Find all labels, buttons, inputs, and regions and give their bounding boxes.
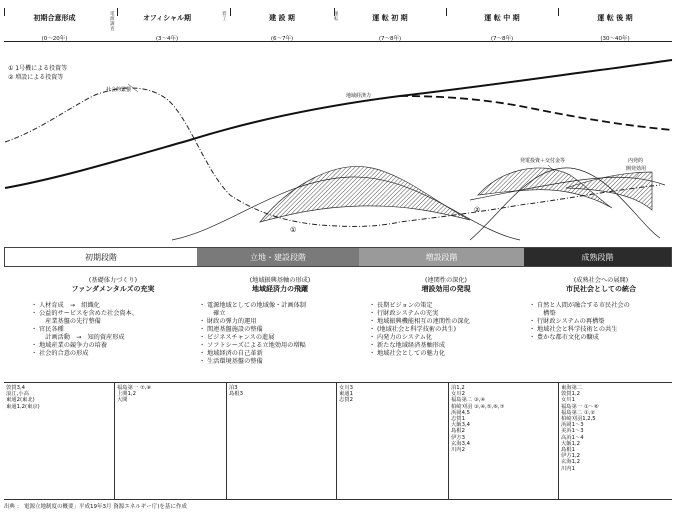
phase-2 [117,8,217,42]
stage-expansion: 増設段階 [359,248,524,266]
stage-mature: 成熟段階 [524,248,671,266]
table-entry: 川内2 [451,447,465,454]
table-entry: 玄海1,2 [561,459,581,466]
column-construction [200,277,360,366]
legend-item-2: ② 増設による投資等 [8,74,64,81]
list-item: ・ 行財政システムの再構築 [530,318,672,326]
table-entry: 柏崎刈羽 ③,④,⑤,⑥,⑦ [451,403,505,410]
phase-years: (30〜40年) [600,36,630,42]
table-entry: 女川1 [561,397,575,404]
table-cell [226,383,336,499]
list-item: ・ 地域産業の競争力の培養 [32,342,194,350]
table-entry: 柏崎刈羽1,2,5 [561,416,596,423]
source-note: 出典 ： 電源立地制度の概要」平成19年3月 資源エネルギー庁)を基に作成 [4,504,187,510]
table-entry: 東通1,2(東京) [6,403,40,410]
phase-name: 運 転 初 期 [372,14,408,22]
small-label: 運転 [334,12,339,22]
table-entry: 川内1 [561,465,575,472]
table-entry: 大間 [117,397,128,404]
list-item: ・ 電源地域としての地域像・計画体制 確立 [200,302,360,318]
column-expansion [370,277,522,358]
table-entry: 福島第二 ③,④ [451,397,486,404]
table-entry: 高浜1〜4 [561,434,584,441]
table-entry: 東通2(東北) [6,397,35,404]
column-initial [32,277,194,358]
label-endogenous: 内発的 [628,158,644,164]
table-entry: 敦賀3,4 [6,385,26,391]
phase-baseline [4,41,672,42]
label-social-tension: 社会的緊張 [106,87,132,93]
column-title: 地域経済力の飛躍 [252,285,308,293]
phase-name: 建 設 期 [269,14,295,22]
table-entry: 島根3 [229,391,243,398]
list-item: ・ 地域社会と科学技術との共生 [530,326,672,334]
hatch-area-1 [260,167,470,222]
plant-table [4,382,672,500]
table-entry: 玄海3,4 [451,440,471,447]
phase-name: 初期合意形成 [33,14,76,22]
column-title: 増設効用の発現 [421,285,471,293]
list-item: ・ 新たな地域経済基軸形成 [370,342,522,350]
concept-diagram [0,55,676,245]
table-entry: 伊方3 [451,434,465,441]
stage-construction: 立地・建設段階 [197,248,359,266]
marker-1: ① [290,226,297,234]
table-cell [114,383,226,499]
table-entry: 女川2 [451,391,465,398]
table-entry: 福島第二 ①,② [561,409,596,416]
table-entry: 泊1,2 [451,385,465,391]
label-endogenous-effect: 開発効用 [626,166,647,172]
column-list [32,302,194,358]
list-item: ・ 社会的合意の形成 [32,350,194,358]
column-subtitle: (基礎体力づくり) [88,277,138,284]
phase-years: (3〜4年) [155,36,179,42]
list-item: ・ 内発力のシステム化 [370,334,522,342]
list-item: ・ 公益的サービスを含めた社会資本、 産業基盤の先行整備 [32,310,194,326]
phase-name: オフィシャル期 [142,14,192,22]
table-cell [336,383,448,499]
table-entry: 島根2 [451,428,465,435]
list-item: ・ 地域社会としての魅力化 [370,350,522,358]
stage-initial: 初期段階 [5,248,197,266]
table-entry: 福島第一 ⑦,⑧ [117,385,152,391]
column-title: 市民社会としての統合 [566,285,636,293]
phase-6 [558,8,672,42]
list-item: ・ 財政の弾力的運用 [200,318,360,326]
small-label: 着工 [222,12,227,22]
column-subtitle: (地域振興基軸の形成) [249,277,311,284]
table-entry: 島根1 [561,447,575,454]
list-item: ・ 生活環境基盤の整備 [200,358,360,366]
table-entry: 浜岡1〜3 [561,422,584,429]
table-entry: 福島第一 ①〜⑥ [561,403,599,410]
table-cell [558,383,672,499]
table-entry: 伊方1,2 [561,453,581,460]
phase-years: (0〜20年) [41,36,68,42]
legend-item-1: ① 1号機による投資等 [8,65,68,72]
phase-years: (6〜7年) [270,36,294,42]
projected-economy-line [400,96,672,130]
column-list [370,302,522,358]
table-entry: 東通1 [339,391,353,398]
column-list [200,302,360,366]
column-mature [530,277,672,342]
table-entry: 志賀1 [451,416,465,423]
column-subtitle: (連関性の深化) [425,277,467,284]
phase-3 [230,8,334,42]
list-item: ・ ソフトシーズによる立地効用の増幅 [200,342,360,350]
marker-2: ② [474,206,481,214]
table-cell [448,383,558,499]
column-list [530,302,672,342]
list-item: ・ 地域経済の自己革新 [200,350,360,358]
stage-band [4,247,672,267]
label-regional-economy: 地域経済力 [346,93,372,99]
table-entry: 女川3 [339,385,353,391]
phase-1 [4,8,105,42]
phase-5 [446,8,558,42]
phase-years: (7〜8年) [490,36,514,42]
table-entry: 志賀2 [339,397,353,404]
list-item: ・ 官民各種 計画活動 → 知的資産形成 [32,326,194,342]
list-item: ・ 地域振興機能相互の連関性の深化 [370,318,522,326]
table-cell [4,383,114,499]
phase-4 [334,8,446,42]
list-item: ・ 豊かな都市文化の醸成 [530,334,672,342]
table-entry: 大飯3,4 [451,422,471,429]
table-entry: 美浜1〜3 [561,428,584,435]
list-item: ・ ビジネスチャンスの進展 [200,334,360,342]
table-entry: 泊3 [229,385,238,391]
table-entry: 東海第二 [561,385,583,391]
list-item: ・ 関連基盤施設の整備 [200,326,360,334]
column-subtitle: (成熟社会への展開) [573,277,629,284]
table-entry: 浪江,小高 [6,391,29,398]
list-item: ・ 自然と人間が融合する市民社会の 構築 [530,302,672,318]
list-item: ・ (地域社会と科学技術の共生) [370,326,522,334]
table-entry: 浜岡4,5 [451,409,471,416]
phase-name: 運 転 中 期 [484,14,520,22]
small-label: 電源調査 [110,12,115,32]
list-item: ・ 長期ビジョンの策定 [370,302,522,310]
column-title: ファンダメンタルズの充実 [71,285,155,293]
table-entry: 大飯1,2 [561,440,581,447]
table-entry: 敦賀1,2 [561,391,581,398]
table-entry: 上関1,2 [117,391,137,398]
phase-name: 運 転 後 期 [597,14,633,22]
phase-years: (7〜8年) [378,36,402,42]
label-power-invest: 発電投資＋交付金等 [520,158,566,164]
list-item: ・ 人材育成 → 組織化 [32,302,194,310]
list-item: ・ 行財政システムの充実 [370,310,522,318]
